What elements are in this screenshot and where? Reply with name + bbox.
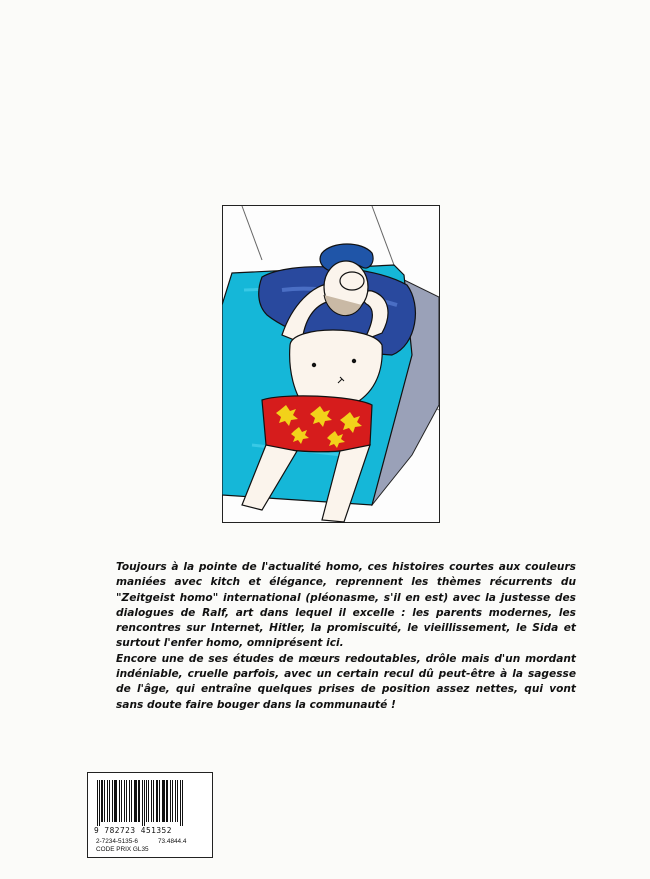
barcode-bar bbox=[99, 780, 100, 826]
barcode-bar bbox=[151, 780, 152, 822]
barcode-bar bbox=[144, 780, 145, 826]
barcode-bar bbox=[134, 780, 137, 822]
isbn-number: 2-7234-5135-6 bbox=[96, 838, 138, 845]
barcode-bar bbox=[119, 780, 120, 822]
price-code: CODE PRIX GL35 bbox=[96, 846, 149, 853]
barcode-bar bbox=[162, 780, 165, 822]
barcode-bar bbox=[97, 780, 98, 826]
barcode-bar bbox=[180, 780, 181, 826]
barcode-digits: 9 782723 451352 bbox=[94, 826, 172, 835]
barcode-bar bbox=[148, 780, 149, 822]
barcode-bar bbox=[153, 780, 154, 822]
barcode-bar bbox=[104, 780, 105, 822]
barcode-bar bbox=[107, 780, 108, 822]
blurb-paragraph-2: Encore une de ses études de mœurs redoutables, drôle mais d'un mordant indéniable, cruelle parfois, avec un certain recul dû peut-être à la sagesse de l'âge, qui entraîne quelques prises de position assez nettes, qui vont sans doute faire bouger dans la communauté ! bbox=[116, 652, 576, 711]
barcode-icon bbox=[97, 780, 203, 826]
barcode-bar bbox=[142, 780, 143, 826]
barcode-bar bbox=[182, 780, 183, 826]
barcode-bar bbox=[156, 780, 158, 822]
barcode-bar bbox=[101, 780, 103, 822]
sleeping-man-on-bed-illustration bbox=[222, 205, 440, 523]
barcode-bar bbox=[172, 780, 173, 822]
barcode-bar bbox=[124, 780, 125, 822]
barcode-bar bbox=[129, 780, 130, 822]
barcode-bar bbox=[131, 780, 132, 822]
barcode-bar bbox=[159, 780, 160, 822]
blurb-paragraph-1: Toujours à la pointe de l'actualité homo, ces histoires courtes aux couleurs maniées avec kitch et élégance, reprennent les thèmes récurrents du "Zeitgeist homo" international (pléonasme, s'il en est) avec la justesse des dialogues de Ralf, art dans lequel il excelle : les parents modernes, les rencontres sur Internet, Hitler, la promiscuité, le vieillissement, le Sida et surtout l'enfer homo, omniprésent ici. bbox=[116, 561, 576, 650]
reference-number: 73.4844.4 bbox=[158, 838, 187, 845]
barcode-bar bbox=[170, 780, 171, 822]
cover-illustration bbox=[222, 205, 440, 523]
barcode-bar bbox=[138, 780, 140, 822]
back-cover-blurb bbox=[116, 560, 576, 713]
isbn-line bbox=[96, 838, 187, 845]
barcode-bar bbox=[121, 780, 122, 822]
barcode-bar bbox=[112, 780, 113, 822]
barcode-box bbox=[87, 772, 213, 858]
barcode-bar bbox=[146, 780, 147, 822]
barcode-bar bbox=[109, 780, 110, 822]
barcode-bar bbox=[175, 780, 176, 822]
barcode-bar bbox=[166, 780, 168, 822]
barcode-bar bbox=[177, 780, 178, 822]
barcode-bar bbox=[126, 780, 127, 822]
barcode-bar bbox=[114, 780, 117, 822]
